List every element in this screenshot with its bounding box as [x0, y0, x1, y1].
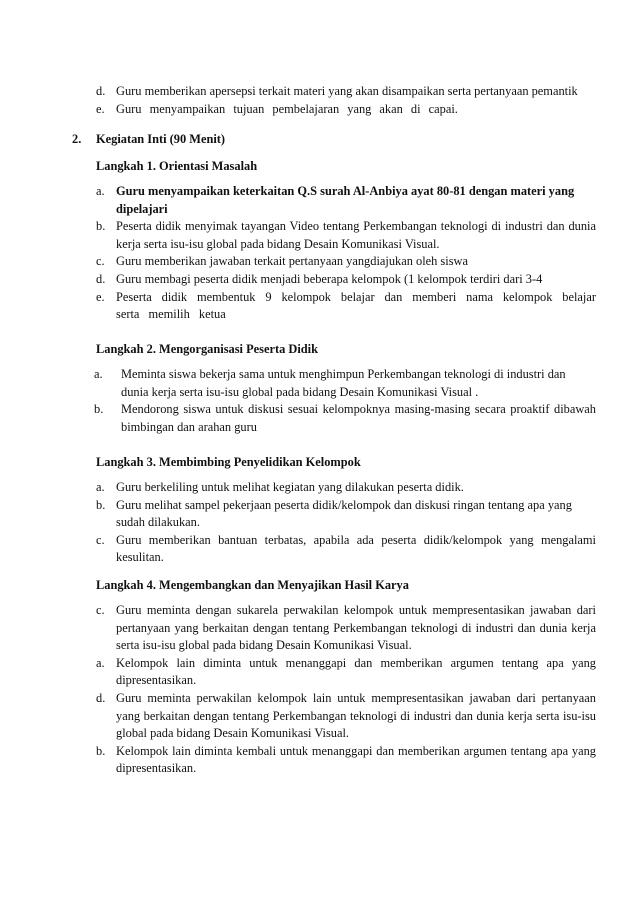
list-marker: d. [96, 271, 106, 286]
list-marker: e. [96, 289, 105, 304]
section-number: 2. [72, 132, 82, 146]
list-text: Guru menyampaikan keterkaitan Q.S surah Al-Anbiya ayat 80-81 dengan materi yang dipelajari [116, 184, 575, 216]
list-item [0, 218, 638, 253]
step-title: Langkah 4. Mengembangkan dan Menyajikan Hasil Karya [96, 578, 409, 592]
list-text: Peserta didik menyimak tayangan Video tentang Perkembangan teknologi di industri dan dunia kerja serta isu-isu global pada bidang Desain Komunikasi Visual. [116, 219, 596, 251]
list-item [0, 366, 638, 401]
list-item [0, 101, 638, 119]
list-text: Meminta siswa bekerja sama untuk menghimpun Perkembangan teknologi di industri dan dunia kerja serta isu-isu global pada bidang Desain Komunikasi Visual . [121, 367, 566, 399]
list-marker: a. [94, 367, 103, 381]
list-marker: b. [96, 743, 106, 758]
list-marker: c. [96, 603, 105, 617]
step-title: Langkah 3. Membimbing Penyelidikan Kelompok [96, 455, 361, 469]
list-item [0, 83, 638, 101]
list-item [0, 479, 638, 497]
list-marker: b. [96, 497, 106, 512]
list-marker: e. [96, 101, 105, 116]
list-text: Guru meminta perwakilan kelompok lain untuk mempresentasikan jawaban dari pertanyaan yang berkaitan dengan tentang Perkembangan teknologi di industri dan dunia kerja serta isu-isu global pada bidang Desain Komunikasi Visual. [116, 690, 596, 741]
list-marker: a. [96, 480, 105, 494]
list-text: Guru melihat sampel pekerjaan peserta didik/kelompok dan diskusi ringan tentang apa yang sudah dilakukan. [116, 497, 572, 530]
list-marker: c. [96, 532, 105, 547]
list-item [0, 497, 638, 532]
list-marker: a. [96, 655, 105, 670]
list-text: Guru membagi peserta didik menjadi beberapa kelompok (1 kelompok terdiri dari 3-4 [116, 271, 543, 286]
list-item [0, 743, 638, 778]
list-item [0, 401, 638, 436]
list-text: Guru menyampaikan tujuan pembelajaran yang akan di capai. [116, 101, 458, 116]
list-text: Mendorong siswa untuk diskusi sesuai kelompoknya masing-masing secara proaktif dibawah bimbingan dan arahan guru [121, 402, 596, 434]
list-item [0, 532, 638, 567]
list-text: Peserta didik membentuk 9 kelompok belajar dan memberi nama kelompok belajar serta memilih ketua [116, 289, 596, 322]
list-marker: b. [94, 402, 104, 417]
list-item [0, 289, 638, 324]
list-item [0, 271, 638, 289]
list-marker: b. [96, 219, 106, 234]
step-4-list [0, 602, 638, 778]
list-item [0, 253, 638, 271]
list-text: Kelompok lain diminta untuk menanggapi dan memberikan argumen tentang apa yang dipresentasikan. [116, 655, 596, 688]
list-text: Guru meminta dengan sukarela perwakilan kelompok untuk mempresentasikan jawaban dari pertanyaan yang berkaitan dengan tentang Perkembangan teknologi di industri dan dunia kerja serta isu-isu global pada bidang Desain Komunikasi Visual. [116, 603, 596, 653]
list-marker: c. [96, 254, 105, 269]
list-text: Kelompok lain diminta kembali untuk menanggapi dan memberikan argumen tentang apa yang dipresentasikan. [116, 743, 596, 776]
list-text: Guru memberikan jawaban terkait pertanyaan yangdiajukan oleh siswa [116, 254, 468, 269]
step-1-list [0, 183, 638, 324]
step-2-list [0, 366, 638, 436]
step-title: Langkah 2. Mengorganisasi Peserta Didik [96, 342, 319, 356]
intro-list [0, 83, 638, 118]
section-title: Kegiatan Inti (90 Menit) [96, 132, 226, 146]
step-title: Langkah 1. Orientasi Masalah [96, 159, 258, 173]
list-marker: a. [96, 184, 105, 198]
list-text: Guru berkeliling untuk melihat kegiatan yang dilakukan peserta didik. [116, 480, 464, 494]
step-3-list [0, 479, 638, 567]
list-item [0, 690, 638, 743]
list-item [0, 655, 638, 690]
list-marker: d. [96, 84, 106, 98]
list-marker: d. [96, 690, 106, 705]
list-item [0, 183, 638, 218]
list-text: Guru memberikan bantuan terbatas, apabila ada peserta didik/kelompok yang mengalami kesulitan. [116, 532, 596, 565]
list-text: Guru memberikan apersepsi terkait materi yang akan disampaikan serta pertanyaan pemantik [116, 84, 578, 98]
list-item [0, 602, 638, 655]
